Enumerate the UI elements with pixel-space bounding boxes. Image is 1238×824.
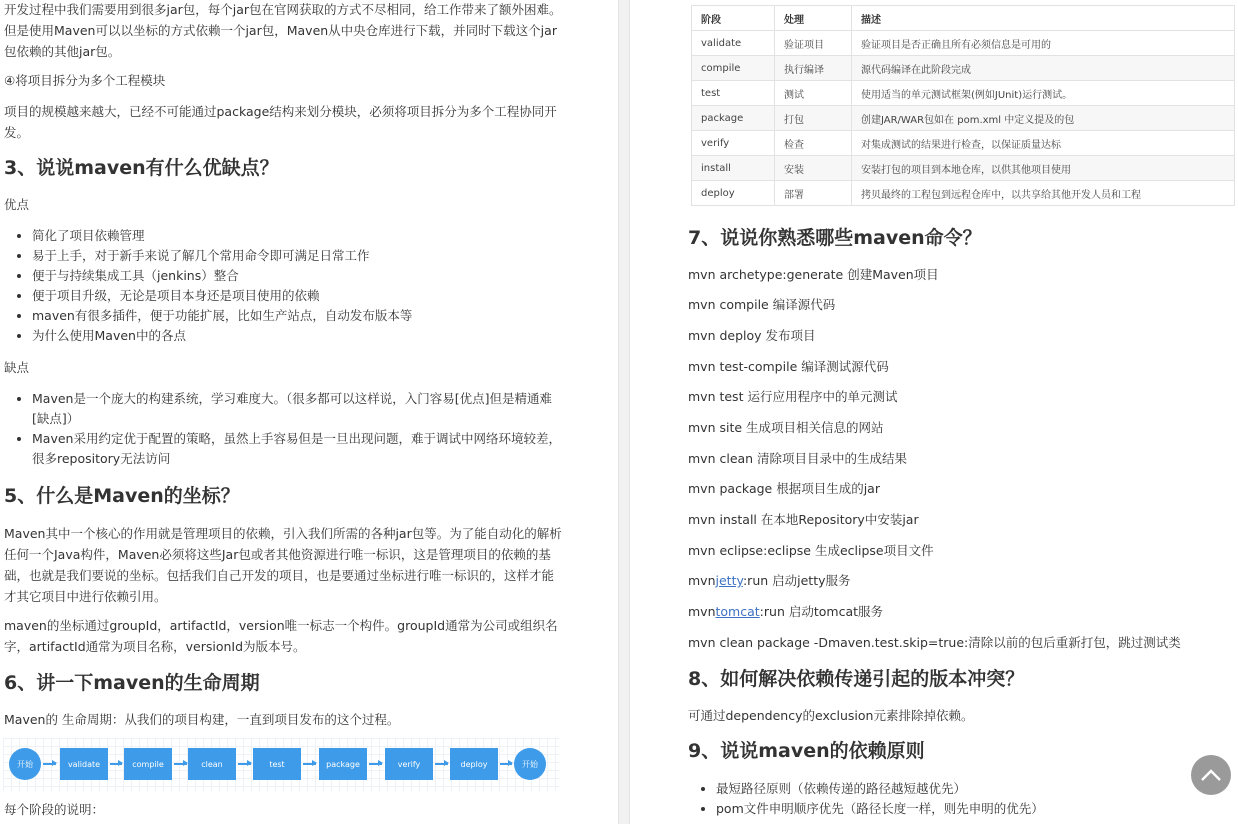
paragraph: 每个阶段的说明： (4, 802, 105, 817)
command-line: mvn install 在本地Repository中安装jar (688, 512, 919, 527)
flow-step: test (253, 748, 301, 780)
jetty-link[interactable]: jetty (715, 573, 743, 588)
flow-step: validate (60, 748, 108, 780)
section-heading-7: 7、说说你熟悉哪些maven命令？ (688, 227, 982, 249)
flow-arrow (500, 763, 512, 765)
table-cell: 拷贝最终的工程包到远程仓库中，以共享给其他开发人员和工程 (852, 181, 1235, 206)
cons-label: 缺点 (4, 360, 30, 375)
table-cell: 部署 (775, 181, 852, 206)
table-header: 阶段 (692, 6, 775, 31)
paragraph: maven的坐标通过groupId，artifactId，version唯一标志一个构件。groupId通常为公司或组织名字，artifactId通常为项目名称，versionId为版本号。 (4, 618, 558, 654)
paragraph: ④将项目拆分为多个工程模块 (4, 73, 166, 88)
list-item: • pom文件申明顺序优先（路径长度一样，则先申明的优先） (716, 799, 1236, 819)
cmd-suffix: :run 启动jetty服务 (742, 573, 851, 588)
flow-arrow (435, 763, 448, 765)
table-cell: deploy (692, 181, 775, 206)
list-item: • 简化了项目依赖管理 (32, 226, 562, 246)
list-item: • 便于项目升级，无论是项目本身还是项目使用的依赖 (32, 286, 562, 306)
table-cell: compile (692, 56, 775, 81)
flow-step: package (319, 748, 367, 780)
paragraph: Maven的 生命周期：从我们的项目构建，一直到项目发布的这个过程。 (4, 712, 400, 727)
flow-arrow (43, 763, 56, 765)
table-header-row (692, 6, 1235, 31)
table-cell: 验证项目 (775, 31, 852, 56)
tomcat-link[interactable]: tomcat (715, 604, 760, 619)
table-cell: 使用适当的单元测试框架(例如JUnit)运行测试。 (852, 81, 1235, 106)
table-cell: package (692, 106, 775, 131)
command-line: mvn test 运行应用程序中的单元测试 (688, 389, 898, 404)
flow-end-node: 开始 (514, 748, 546, 780)
table-header: 描述 (852, 6, 1235, 31)
pros-label: 优点 (4, 197, 30, 212)
cmd-prefix: mvn (688, 604, 716, 619)
table-cell: 测试 (775, 81, 852, 106)
command-line: mvn clean package -Dmaven.test.skip=true:清除以前的包后重新打包，跳过测试类 (688, 635, 1181, 650)
back-to-top-button[interactable] (1191, 755, 1231, 795)
flow-start-node: 开始 (9, 748, 41, 780)
table-row (692, 31, 1235, 56)
list-item: • Maven采用约定优于配置的策略，虽然上手容易但是一旦出现问题，难于调试中网络环境较差，很多repository无法访问 (32, 429, 562, 469)
flow-step: compile (124, 748, 172, 780)
table-row (692, 181, 1235, 206)
list-item: • 最短路径原则（依赖传递的路径越短越优先） (716, 779, 1236, 799)
flow-arrow (369, 763, 382, 765)
list-item: • 为什么使用Maven中的各点 (32, 326, 562, 346)
paragraph: Maven其中一个核心的作用就是管理项目的依赖，引入我们所需的各种jar包等。为了能自动化的解析任何一个Java构件，Maven必须将这些Jar包或者其他资源进行唯一标识，这是管理项目的依赖的基础，也就是我们要说的坐标。包括我们自己开发的项目，也是要通过坐标进行唯一标识的，这样才能才其它项目中进行依赖引用。 (4, 526, 562, 604)
cmd-suffix: :run 启动tomcat服务 (759, 604, 883, 619)
paragraph: 开发过程中我们需要用到很多jar包，每个jar包在官网获取的方式不尽相同，给工作带来了额外困难。但是使用Maven可以以坐标的方式依赖一个jar包，Maven从中央仓库进行下载，并同时下载这个jar包依赖的其他jar包。 (4, 2, 562, 59)
column-divider (618, 0, 630, 824)
paragraph: 项目的规模越来越大，已经不可能通过package结构来划分模块，必须将项目拆分为多个工程协同开发。 (4, 104, 557, 140)
dependency-rules-list (688, 779, 1236, 819)
flow-arrow (174, 763, 187, 765)
flow-step: clean (188, 748, 236, 780)
table-cell: 对集成测试的结果进行检查，以保证质量达标 (852, 131, 1235, 156)
cmd-prefix: mvn (688, 573, 716, 588)
table-row (692, 156, 1235, 181)
flow-step: verify (385, 748, 433, 780)
table-cell: 检查 (775, 131, 852, 156)
section-heading-8: 8、如何解决依赖传递引起的版本冲突？ (688, 668, 1025, 690)
table-header: 处理 (775, 6, 852, 31)
chevron-up-icon (1200, 768, 1222, 782)
command-line-tomcat (688, 601, 1236, 622)
command-line: mvn package 根据项目生成的jar (688, 481, 880, 496)
cons-list (4, 389, 562, 469)
table-cell: verify (692, 131, 775, 156)
command-line: mvn site 生成项目相关信息的网站 (688, 420, 884, 435)
command-line: mvn deploy 发布项目 (688, 328, 816, 343)
table-row (692, 81, 1235, 106)
list-item: • 易于上手，对于新手来说了解几个常用命令即可满足日常工作 (32, 246, 562, 266)
table-cell: test (692, 81, 775, 106)
command-line: mvn eclipse:eclipse 生成eclipse项目文件 (688, 543, 934, 558)
section-heading-6: 6、讲一下maven的生命周期 (4, 672, 260, 694)
table-row (692, 106, 1235, 131)
table-cell: 安装打包的项目到本地仓库，以供其他项目使用 (852, 156, 1235, 181)
table-row (692, 131, 1235, 156)
table-cell: 验证项目是否正确且所有必须信息是可用的 (852, 31, 1235, 56)
pros-list (4, 226, 562, 346)
command-line: mvn compile 编译源代码 (688, 297, 836, 312)
section-heading-9: 9、说说maven的依赖原则 (688, 740, 925, 762)
table-cell: 安装 (775, 156, 852, 181)
table-cell: 执行编译 (775, 56, 852, 81)
flow-arrow (303, 763, 316, 765)
list-item: • maven有很多插件，便于功能扩展，比如生产站点，自动发布版本等 (32, 306, 562, 326)
command-line: mvn clean 清除项目目录中的生成结果 (688, 451, 908, 466)
lifecycle-diagram (3, 738, 559, 791)
table-row (692, 56, 1235, 81)
flow-arrow (110, 763, 122, 765)
lifecycle-table (691, 5, 1235, 206)
flow-step: deploy (450, 748, 498, 780)
paragraph: 可通过dependency的exclusion元素排除掉依赖。 (688, 708, 974, 723)
section-heading-3: 3、说说maven有什么优缺点？ (4, 157, 279, 179)
table-cell: install (692, 156, 775, 181)
table-cell: 源代码编译在此阶段完成 (852, 56, 1235, 81)
command-line-jetty (688, 570, 1236, 591)
table-cell: validate (692, 31, 775, 56)
section-heading-5: 5、什么是Maven的坐标？ (4, 485, 240, 507)
flow-arrow (238, 763, 251, 765)
command-line: mvn test-compile 编译测试源代码 (688, 359, 889, 374)
list-item: • Maven是一个庞大的构建系统，学习难度大。（很多都可以这样说，入门容易[优点]但是精通难[缺点]） (32, 389, 562, 429)
table-cell: 创建JAR/WAR包如在 pom.xml 中定义提及的包 (852, 106, 1235, 131)
command-line: mvn archetype:generate 创建Maven项目 (688, 267, 939, 282)
table-cell: 打包 (775, 106, 852, 131)
list-item: • 便于与持续集成工具（jenkins）整合 (32, 266, 562, 286)
